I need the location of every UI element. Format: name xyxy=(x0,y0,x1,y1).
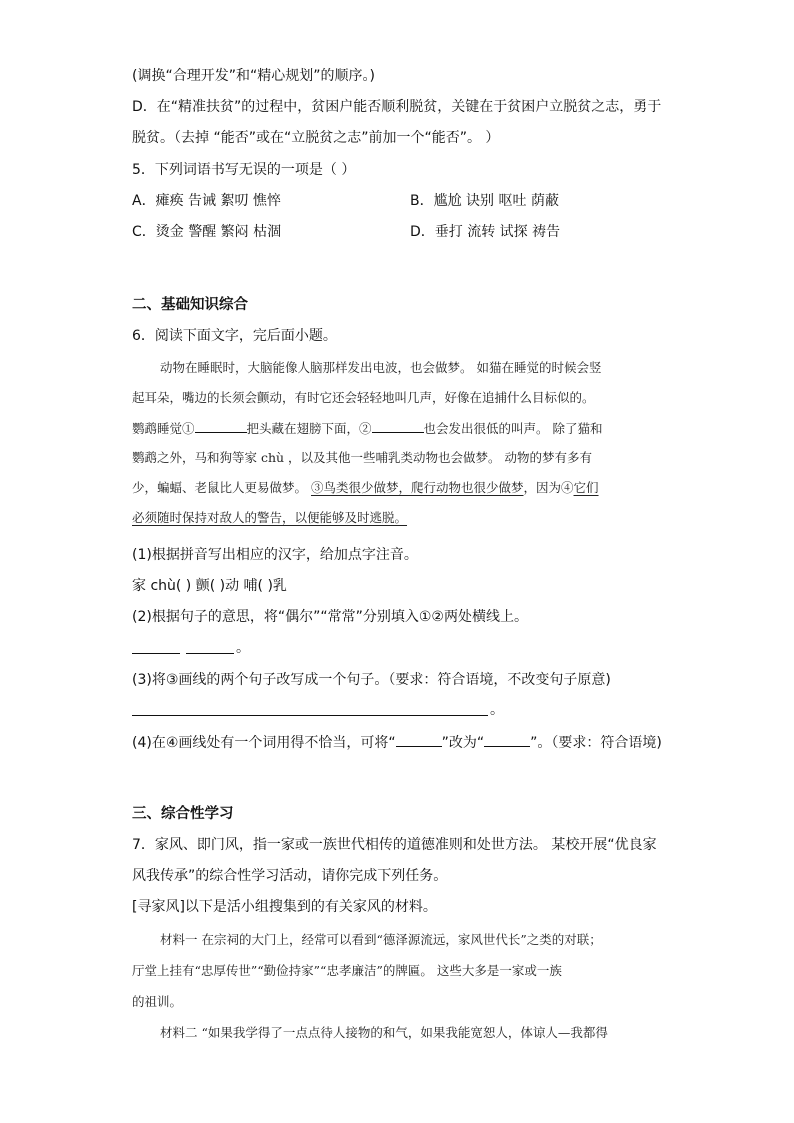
q6-sub2-period: 。 xyxy=(236,640,250,656)
passage-line-3: 鹦鹉睡觉① 把头藏在翅膀下面，② 也会发出很低的叫声。 除了猫和 xyxy=(132,418,603,439)
q5-stem: 5．下列词语书写无误的一项是（ ） xyxy=(132,162,356,178)
q4-option-d-line1: D．在“精准扶贫”的过程中，贫困户能否顺利脱贫，关键在于贫困户立脱贫之志，勇于 xyxy=(132,99,662,115)
q6-sub4: (4)在④画线处有一个词用得不恰当，可将“ ”改为“ ”。（要求：符合语境) xyxy=(132,732,662,753)
q6-stem: 6．阅读下面文字，完后面小题。 xyxy=(132,328,337,344)
passage-blank-1[interactable] xyxy=(195,418,247,433)
section-2-title: 二、基础知识综合 xyxy=(132,297,248,313)
q6-sub3: (3)将③画线的两个句子改写成一个句子。（要求：符合语境，不改变句子原意) xyxy=(132,672,611,688)
q6-sub3-period: 。 xyxy=(490,702,504,718)
passage-line-1: 动物在睡眠时，大脑能像人脑那样发出电波，也会做梦。 如猫在睡觉的时候会竖 xyxy=(160,360,602,375)
material-1-line-2: 厅堂上挂有“忠厚传世”“勤俭持家”“忠孝廉洁”的牌匾。 这些大多是一家或一族 xyxy=(132,963,562,978)
q6-sub2-answer-line-2[interactable] xyxy=(186,653,234,654)
q5-option-a: A．瘫痪 告诫 絮叨 憔悴 xyxy=(132,193,281,209)
q4-option-d-line2: 脱贫。（去掉 “能否”或在“立脱贫之志”前加一个“能否”。 ） xyxy=(132,130,500,146)
passage-line-6-underlined: 必须随时保持对敌人的警告，以便能够及时逃脱。 xyxy=(132,510,408,525)
underlined-sentence-3: ③鸟类很少做梦，爬行动物也很少做梦 xyxy=(310,480,524,495)
q6-sub1-blanks: 家 chù( ) 颤( )动 哺( )乳 xyxy=(132,578,287,594)
q6-sub1: (1)根据拼音写出相应的汉字，给加点字注音。 xyxy=(132,547,418,563)
section-3-title: 三、综合性学习 xyxy=(132,806,234,822)
q5-option-c: C．烫金 警醒 繁闷 枯涸 xyxy=(132,224,282,240)
q7-task: [寻家风]以下是活小组搜集到的有关家风的材料。 xyxy=(132,899,437,915)
q6-sub2: (2)根据句子的意思，将“偶尔”“常常”分别填入①②两处横线上。 xyxy=(132,609,528,625)
passage-line-2: 起耳朵，嘴边的长须会颤动，有时它还会轻轻地叫几声，好像在追捕什么目标似的。 xyxy=(132,390,595,405)
q4-option-c-tail: (调换“合理开发”和“精心规划”的顺序。) xyxy=(132,68,375,84)
material-2-line-1: 材料二 “如果我学得了一点点待人接物的和气，如果我能宽恕人，体谅人—我都得 xyxy=(160,1025,608,1040)
q7-line-1: 7．家风、即门风，指一家或一族世代相传的道德准则和处世方法。 某校开展“优良家 xyxy=(132,837,657,853)
passage-line-5: 少，蝙蝠、老鼠比人更易做梦。 ③鸟类很少做梦，爬行动物也很少做梦，因为④它们 xyxy=(132,480,599,495)
q6-sub4-blank-1[interactable] xyxy=(396,732,442,747)
q6-sub4-blank-2[interactable] xyxy=(484,732,530,747)
material-1-line-1: 材料一 在宗祠的大门上，经常可以看到“德泽源流远，家风世代长”之类的对联； xyxy=(160,932,602,947)
q5-option-d: D．垂打 流转 试探 祷告 xyxy=(410,224,561,240)
q5-option-b: B．尴尬 诀别 呕吐 荫蔽 xyxy=(410,193,559,209)
material-1-line-3: 的祖训。 xyxy=(132,994,183,1009)
q6-sub2-answer-line-1[interactable] xyxy=(132,653,180,654)
underlined-phrase-4-start: 它们 xyxy=(573,480,599,495)
passage-blank-2[interactable] xyxy=(372,418,424,433)
passage-line-4: 鹦鹉之外，马和狗等家 chù ，以及其他一些哺乳类动物也会做梦。 动物的梦有多有 xyxy=(132,450,593,465)
q7-line-2: 风我传承”的综合性学习活动，请你完成下列任务。 xyxy=(132,868,448,884)
q6-sub3-answer-line[interactable] xyxy=(132,715,488,716)
